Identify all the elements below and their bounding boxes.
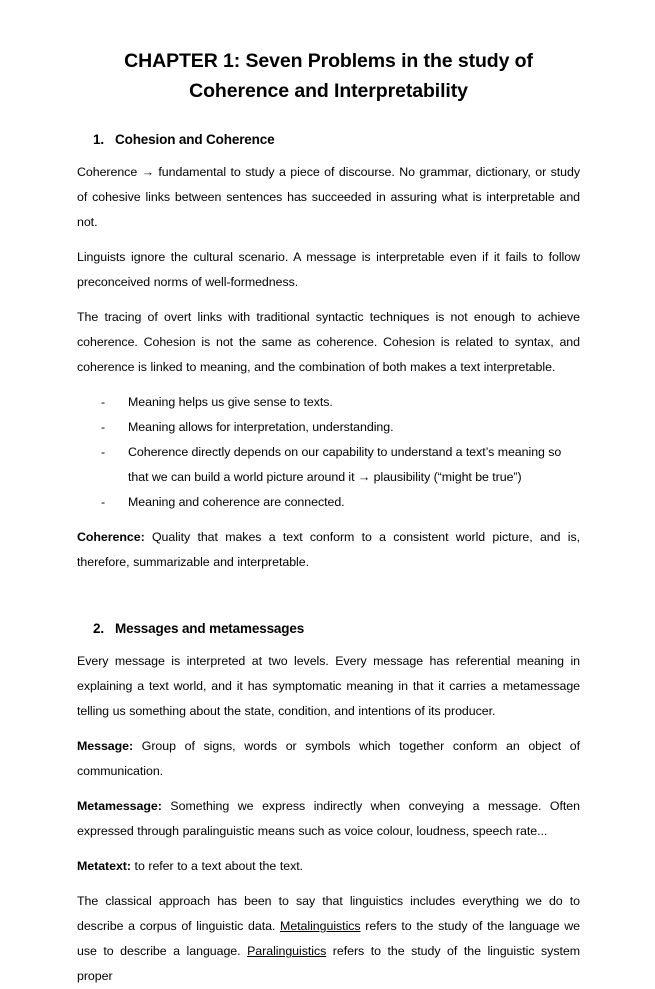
- definition-text: Group of signs, words or symbols which together conform an object of communication.: [77, 739, 580, 778]
- section-number-1: 1.: [93, 132, 104, 147]
- definition-separator: :: [157, 799, 162, 813]
- section-1-paragraph-1: Coherence → fundamental to study a piece of discourse. No grammar, dictionary, or study of cohesive links between sentences has succeeded in assuring what is interpretable and not.: [77, 165, 580, 229]
- definition-metatext: [77, 854, 580, 879]
- definition-text: Quality that makes a text conform to a consistent world picture, and is, therefore, summarizable and interpretable.: [77, 530, 580, 569]
- list-item-text: Coherence directly depends on our capability to understand a text’s meaning so that we can build a world picture around it → plausibility (“might be true”): [128, 445, 562, 484]
- definition-separator: :: [129, 739, 134, 753]
- term-paralinguistics: Paralinguistics: [247, 944, 327, 958]
- definition-term: Metamessage: [77, 799, 158, 813]
- closing-text-part-1: The classical approach has been to say that linguistics includes everything we do to describe a corpus of linguistic data.: [77, 894, 580, 933]
- definition-text: to refer to a text about the text.: [130, 859, 303, 873]
- definition-text: Something we express indirectly when conveying a message. Often expressed through paralinguistic means such as voice colour, loudness, speech rate...: [77, 799, 580, 838]
- definition-term: Coherence: [77, 530, 141, 544]
- list-item: [101, 415, 580, 440]
- section-spacer: [77, 585, 580, 611]
- list-marker: -: [101, 420, 106, 434]
- title-spacer: [77, 112, 580, 122]
- list-marker: -: [101, 495, 106, 509]
- section-1-paragraph-2: Linguists ignore the cultural scenario. A message is interpretable even if it fails to follow preconceived norms of well-formedness.: [77, 250, 580, 289]
- definition-separator: :: [140, 530, 145, 544]
- title-line-1: CHAPTER 1: Seven Problems in the study of: [124, 50, 533, 72]
- list-marker: -: [101, 445, 106, 459]
- section-title-2: Messages and metamessages: [115, 621, 305, 636]
- list-item: [101, 490, 580, 515]
- section-1-paragraph-3: The tracing of overt links with traditional syntactic techniques is not enough to achieve coherence. Cohesion is not the same as coherence. Cohesion is related to syntax, and coherence is linked to meaning, and the combination of both makes a text interpretable.: [77, 310, 580, 374]
- list-item-text: Meaning and coherence are connected.: [128, 495, 345, 509]
- list-item-text: Meaning helps us give sense to texts.: [128, 395, 333, 409]
- definition-term: Metatext:: [77, 859, 131, 873]
- section-heading-2: [77, 619, 580, 639]
- section-heading-1: [77, 130, 580, 150]
- title-line-2: Coherence and Interpretability: [189, 80, 468, 102]
- section-2-closing-paragraph: [77, 889, 580, 989]
- definition-metamessage: [77, 794, 580, 844]
- term-metalinguistics: Metalinguistics: [280, 919, 361, 933]
- section-number-2: 2.: [93, 621, 104, 636]
- list-marker: -: [101, 395, 106, 409]
- page-title: [77, 46, 580, 106]
- definition-message: [77, 734, 580, 784]
- closing-text-part-2: refers to the study of the language we use to describe a language.: [77, 919, 580, 958]
- list-item: [101, 390, 580, 415]
- definition-term: Message: [77, 739, 129, 753]
- list-item-text: Meaning allows for interpretation, understanding.: [128, 420, 394, 434]
- closing-text-part-3: refers to the study of the linguistic system proper: [77, 944, 580, 983]
- definition-coherence: [77, 525, 580, 575]
- section-1-list: [77, 390, 580, 515]
- list-item: [101, 440, 580, 490]
- section-2-paragraph-1: Every message is interpreted at two levels. Every message has referential meaning in explaining a text world, and it has symptomatic meaning in that it carries a metamessage telling us something about the state, condition, and intentions of its producer.: [77, 654, 580, 718]
- section-title-1: Cohesion and Coherence: [115, 132, 275, 147]
